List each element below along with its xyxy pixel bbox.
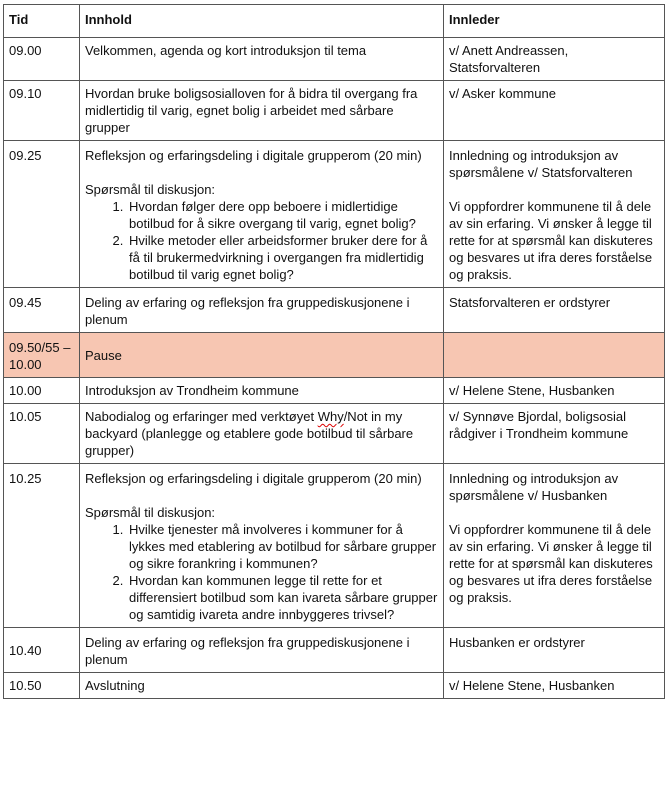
table-row	[4, 288, 665, 333]
row-presenter: v/ Anett Andreassen, Statsforvalteren	[444, 38, 665, 81]
table-row	[4, 141, 665, 288]
row-presenter: v/ Helene Stene, Husbanken	[444, 378, 665, 404]
row-presenter: Statsforvalteren er ordstyrer	[444, 288, 665, 333]
row-time: 09.00	[4, 38, 80, 81]
row-time: 09.25	[4, 141, 80, 288]
spellcheck-flagged-word: Why	[317, 409, 344, 424]
row-time: 09.50/55 – 10.00	[4, 333, 80, 378]
list-item: 1. Hvordan følger dere opp beboere i midlertidige botilbud for å sikre overgang til varig, egnet bolig?	[127, 198, 438, 232]
agenda-table	[3, 4, 665, 699]
header-innhold: Innhold	[80, 5, 444, 38]
presenter-intro: Innledning og introduksjon av spørsmålene v/ Husbanken	[449, 471, 619, 503]
row-presenter: v/ Synnøve Bjordal, boligsosial rådgiver i Trondheim kommune	[444, 404, 665, 464]
session-title: Refleksjon og erfaringsdeling i digitale grupperom (20 min)	[85, 148, 422, 163]
row-presenter: Husbanken er ordstyrer	[444, 628, 665, 673]
row-time: 10.40	[4, 628, 80, 673]
row-presenter: v/ Helene Stene, Husbanken	[444, 673, 665, 699]
table-row	[4, 628, 665, 673]
row-time: 10.05	[4, 404, 80, 464]
questions-label: Spørsmål til diskusjon:	[85, 182, 216, 197]
table-row	[4, 404, 665, 464]
list-item: 2. Hvilke metoder eller arbeidsformer bruker dere for å få til brukermedvirkning i overgangen fra midlertidig botilbud til varig egnet bolig?	[127, 232, 438, 283]
list-item: 1. Hvilke tjenester må involveres i kommuner for å lykkes med etablering av botilbud for sårbare grupper og sikre forankring i kommunen?	[127, 521, 438, 572]
questions-list	[85, 521, 438, 623]
header-row	[4, 5, 665, 38]
row-presenter	[444, 333, 665, 378]
row-content	[80, 141, 444, 288]
row-content	[80, 464, 444, 628]
table-row	[4, 673, 665, 699]
row-content: Deling av erfaring og refleksjon fra gruppediskusjonene i plenum	[80, 628, 444, 673]
row-content: Pause	[80, 333, 444, 378]
row-time: 09.10	[4, 81, 80, 141]
content-text: Nabodialog og erfaringer med verktøyet	[85, 409, 318, 424]
header-tid: Tid	[4, 5, 80, 38]
row-presenter	[444, 464, 665, 628]
presenter-note: Vi oppfordrer kommunene til å dele av sin erfaring. Vi ønsker å legge til rette for at spørsmål kan diskuteres og besvares ut ifra deres forståelse og praksis.	[449, 522, 653, 605]
row-presenter: v/ Asker kommune	[444, 81, 665, 141]
row-content: Avslutning	[80, 673, 444, 699]
list-item: 2. Hvordan kan kommunen legge til rette for et differensiert botilbud som kan ivareta sårbare grupper og samtidig ivareta andre innbyggeres trivsel?	[127, 572, 438, 623]
table-row	[4, 464, 665, 628]
row-time: 10.50	[4, 673, 80, 699]
row-time: 09.45	[4, 288, 80, 333]
row-content: Velkommen, agenda og kort introduksjon til tema	[80, 38, 444, 81]
content-text: /Not in my backyard (planlegge og etablere gode botilbud til sårbare grupper)	[85, 409, 414, 458]
header-innleder: Innleder	[444, 5, 665, 38]
table-row	[4, 378, 665, 404]
row-presenter	[444, 141, 665, 288]
row-time: 10.25	[4, 464, 80, 628]
presenter-note: Vi oppfordrer kommunene til å dele av sin erfaring. Vi ønsker å legge til rette for at spørsmål kan diskuteres og besvares ut ifra deres forståelse og praksis.	[449, 199, 653, 282]
questions-list	[85, 198, 438, 283]
presenter-intro: Innledning og introduksjon av spørsmålene v/ Statsforvalteren	[449, 148, 633, 180]
row-time: 10.00	[4, 378, 80, 404]
row-content	[80, 404, 444, 464]
row-content: Deling av erfaring og refleksjon fra gruppediskusjonene i plenum	[80, 288, 444, 333]
row-content: Introduksjon av Trondheim kommune	[80, 378, 444, 404]
questions-label: Spørsmål til diskusjon:	[85, 505, 216, 520]
table-row-pause	[4, 333, 665, 378]
table-row	[4, 38, 665, 81]
session-title: Refleksjon og erfaringsdeling i digitale grupperom (20 min)	[85, 471, 422, 486]
table-row	[4, 81, 665, 141]
row-content: Hvordan bruke boligsosialloven for å bidra til overgang fra midlertidig til varig, egnet bolig i arbeidet med sårbare grupper	[80, 81, 444, 141]
